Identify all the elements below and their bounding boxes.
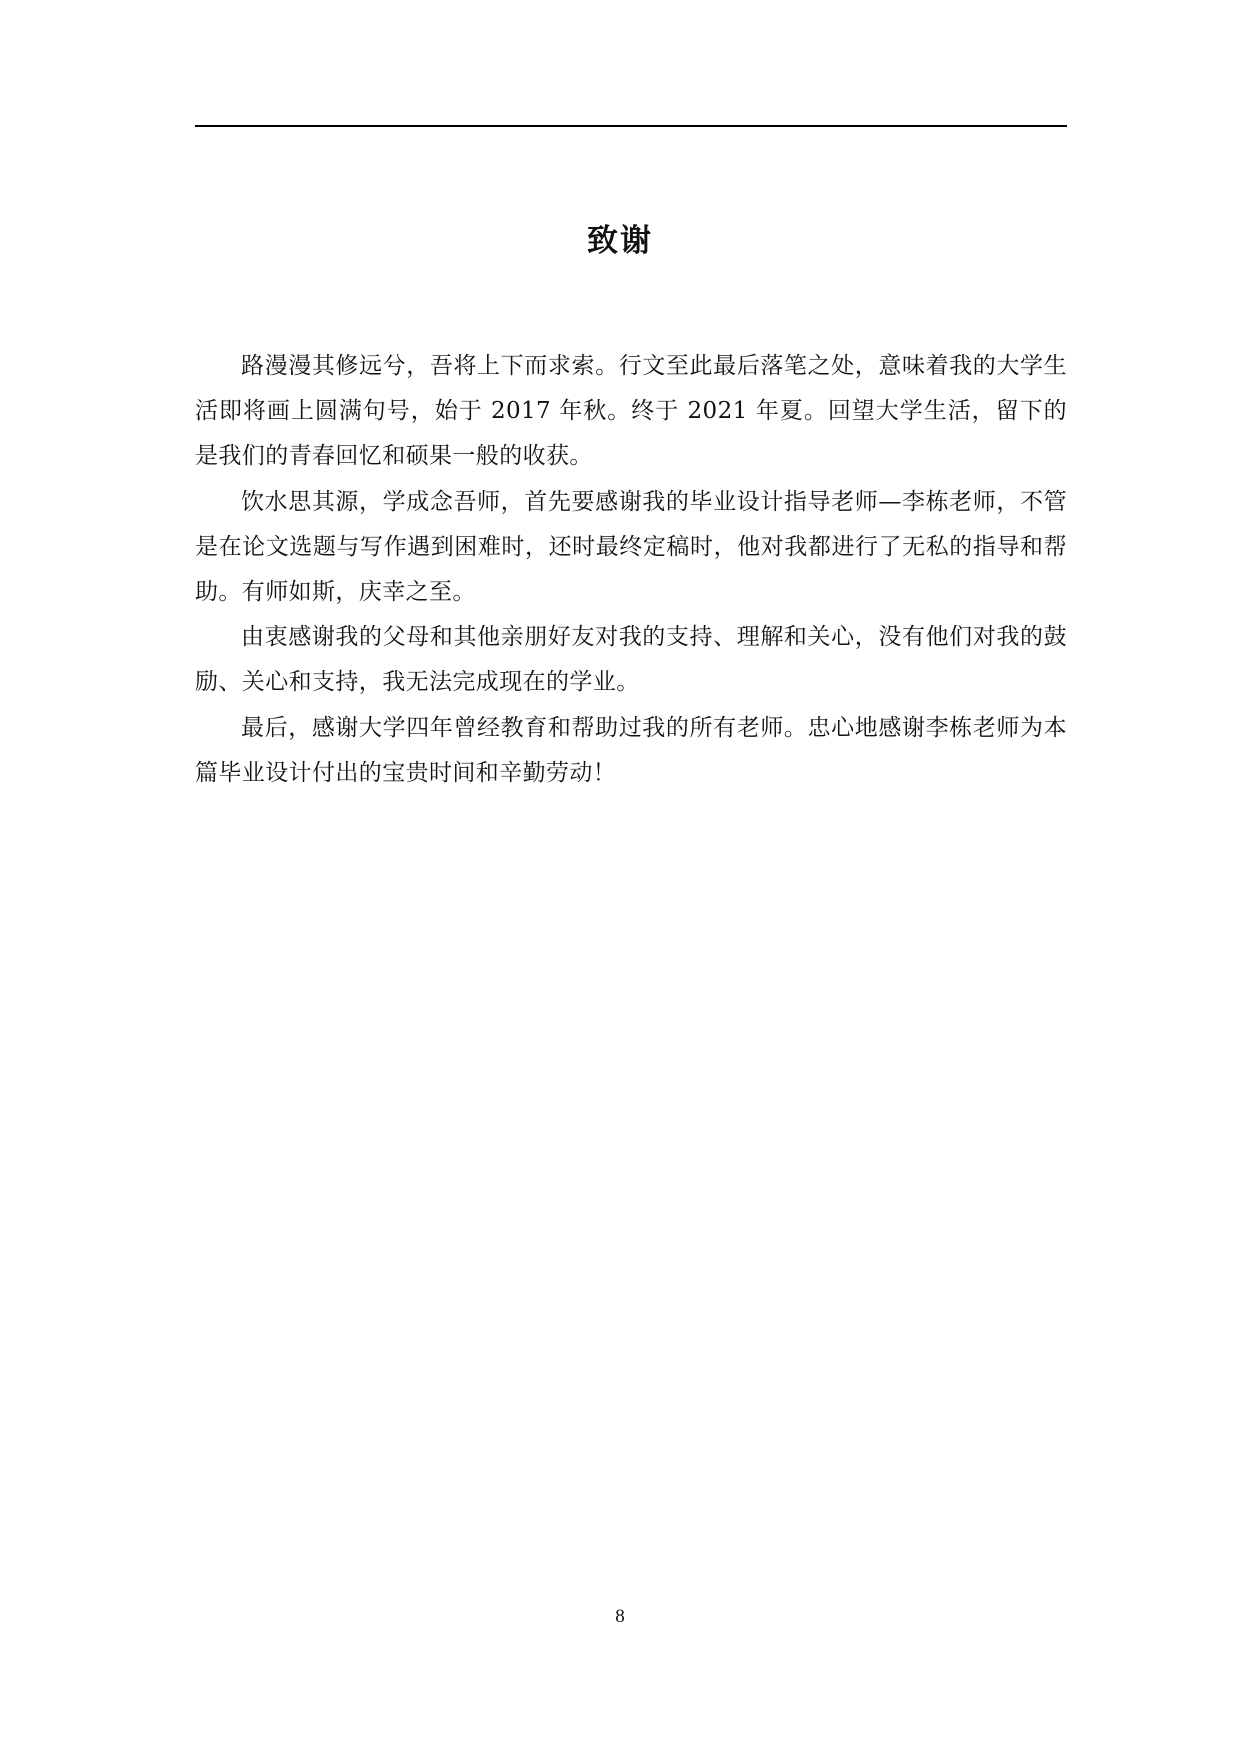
paragraph-2: 饮水思其源，学成念吾师，首先要感谢我的毕业设计指导老师—李栋老师，不管是在论文选题与写作遇到困难时，还时最终定稿时，他对我都进行了无私的指导和帮助。有师如斯，庆幸之至。 [195, 488, 1067, 606]
paragraph-1: 路漫漫其修远兮，吾将上下而求索。行文至此最后落笔之处，意味着我的大学生活即将画上圆满句号，始于 2017 年秋。终于 2021 年夏。回望大学生活，留下的是我们的青春回忆和硕果一般的收获。 [195, 353, 1067, 470]
page-number: 8 [615, 1606, 625, 1627]
acknowledgement-body [195, 344, 1067, 796]
paragraph-4: 最后，感谢大学四年曾经教育和帮助过我的所有老师。忠心地感谢李栋老师为本篇毕业设计付出的宝贵时间和辛勤劳动！ [195, 714, 1067, 786]
paragraph-3: 由衷感谢我的父母和其他亲朋好友对我的支持、理解和关心，没有他们对我的鼓励、关心和支持，我无法完成现在的学业。 [195, 624, 1067, 696]
header-rule [195, 125, 1067, 127]
page-title: 致谢 [587, 223, 653, 259]
